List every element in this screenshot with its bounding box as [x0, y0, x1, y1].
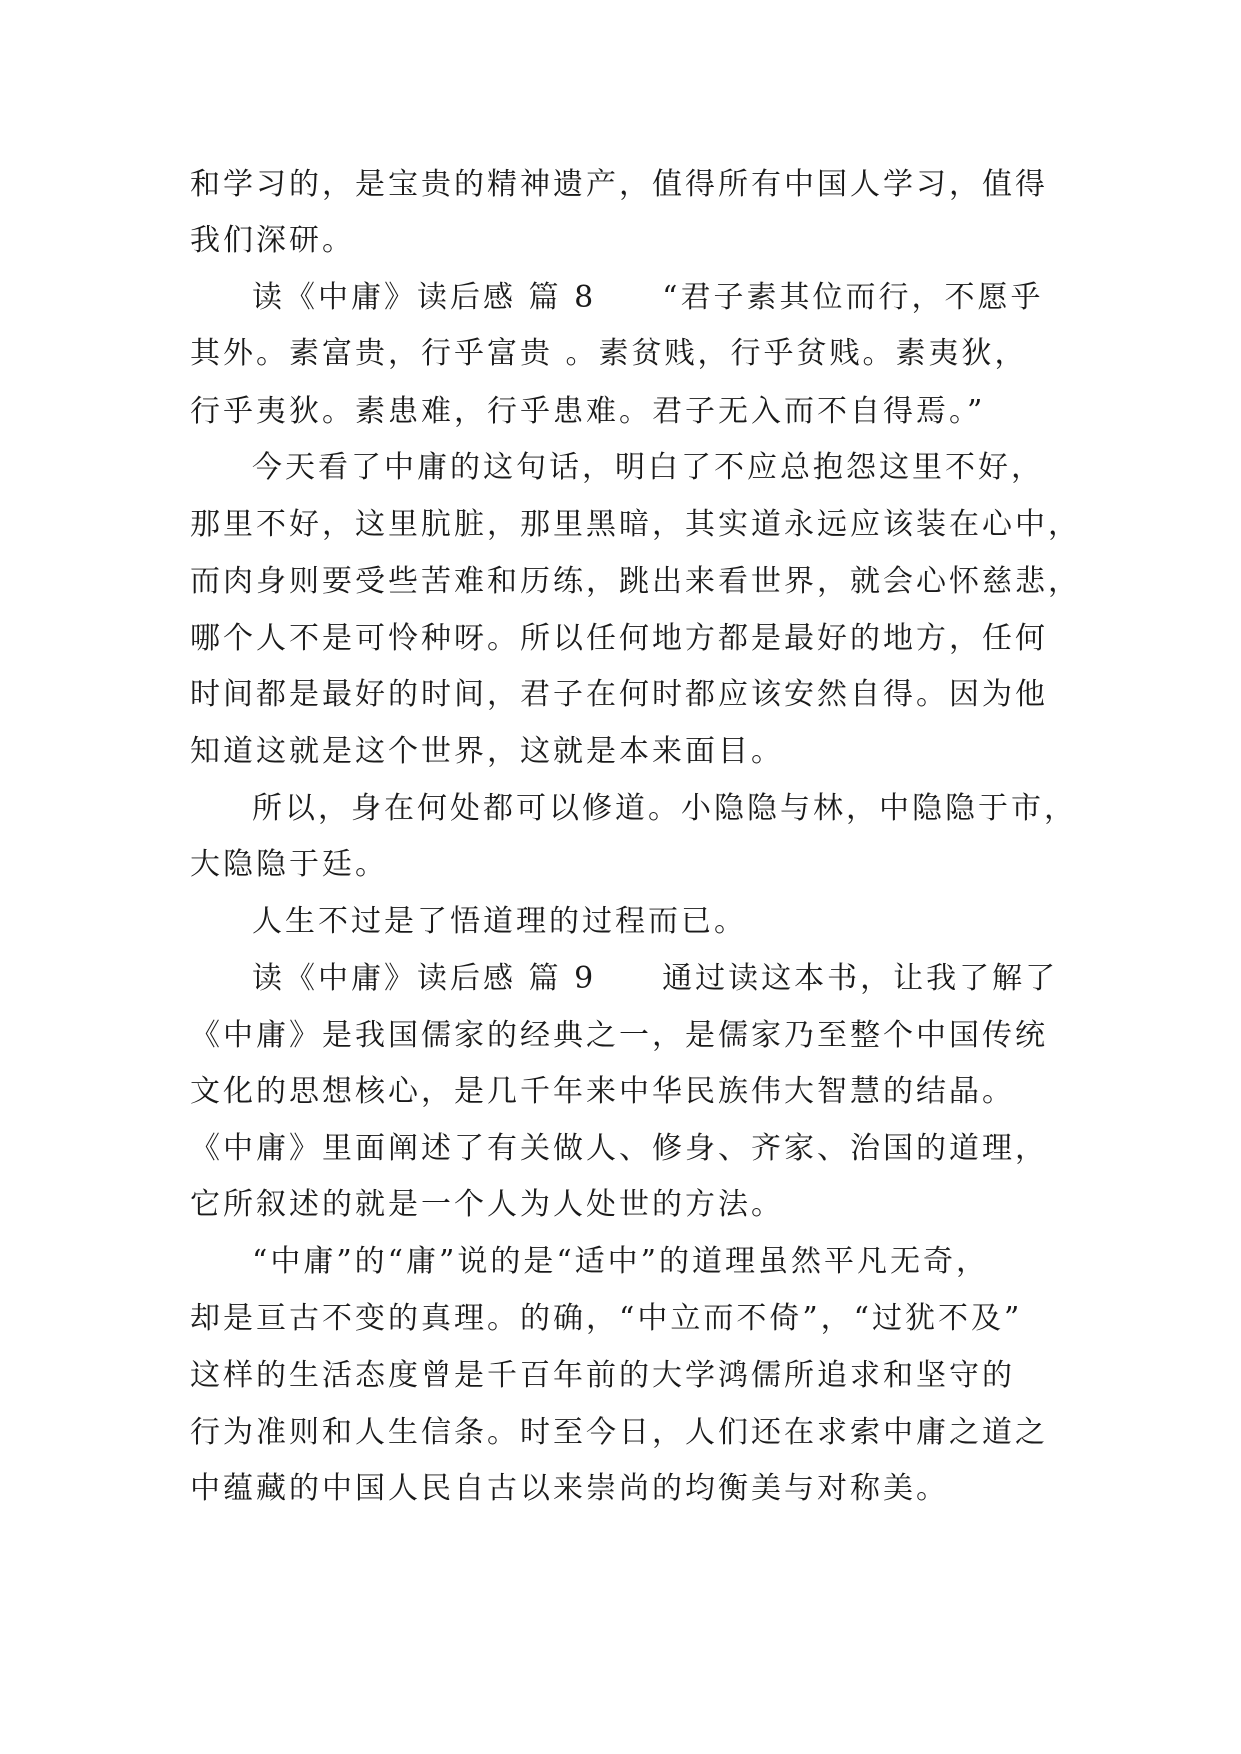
text-line-5: 行乎夷狄。素患难，行乎患难。君子无入而不自得焉。”: [190, 394, 986, 429]
text-line-16: 《中庸》是我国儒家的经典之一，是儒家乃至整个中国传统: [190, 1018, 1048, 1053]
text-line-1: 和学习的，是宝贵的精神遗产，值得所有中国人学习，值得: [190, 167, 1048, 202]
text-line-21: 却是亘古不变的真理。的确，“中立而不倚”，“过犹不及”: [190, 1301, 1023, 1336]
section-heading-8: 读《中庸》读后感 篇 8 “君子素其位而行，不愿乎: [252, 280, 1044, 315]
paragraph-start-4: “中庸”的“庸”说的是“适中”的道理虽然平凡无奇，: [252, 1244, 990, 1279]
text-line-9: 哪个人不是可怜种呀。所以任何地方都是最好的地方，任何: [190, 621, 1048, 656]
text-line-10: 时间都是最好的时间，君子在何时都应该安然自得。因为他: [190, 677, 1048, 712]
text-line-13: 大隐隐于廷。: [190, 847, 388, 882]
text-line-22: 这样的生活态度曾是千百年前的大学鸿儒所追求和坚守的: [190, 1358, 1015, 1393]
paragraph-start-2: 所以，身在何处都可以修道。小隐隐与林，中隐隐于市，: [252, 791, 1077, 826]
text-line-8: 而肉身则要受些苦难和历练，跳出来看世界，就会心怀慈悲，: [190, 564, 1081, 599]
text-line-2: 我们深研。: [190, 223, 355, 258]
text-line-18: 《中庸》里面阐述了有关做人、修身、齐家、治国的道理，: [190, 1131, 1048, 1166]
text-line-7: 那里不好，这里肮脏，那里黑暗，其实道永远应该装在心中，: [190, 507, 1081, 542]
text-line-19: 它所叙述的就是一个人为人处世的方法。: [190, 1187, 784, 1222]
text-line-17: 文化的思想核心，是几千年来中华民族伟大智慧的结晶。: [190, 1074, 1015, 1109]
text-line-24: 中蕴藏的中国人民自古以来崇尚的均衡美与对称美。: [190, 1471, 949, 1506]
paragraph-start-1: 今天看了中庸的这句话，明白了不应总抱怨这里不好，: [252, 450, 1044, 485]
section-heading-9: 读《中庸》读后感 篇 9 通过读这本书，让我了解了: [252, 961, 1059, 996]
text-line-23: 行为准则和人生信条。时至今日，人们还在求索中庸之道之: [190, 1415, 1048, 1450]
paragraph-start-3: 人生不过是了悟道理的过程而已。: [252, 904, 747, 939]
text-line-4: 其外。素富贵，行乎富贵 。素贫贱，行乎贫贱。素夷狄，: [190, 336, 1028, 371]
text-line-11: 知道这就是这个世界，这就是本来面目。: [190, 734, 784, 769]
